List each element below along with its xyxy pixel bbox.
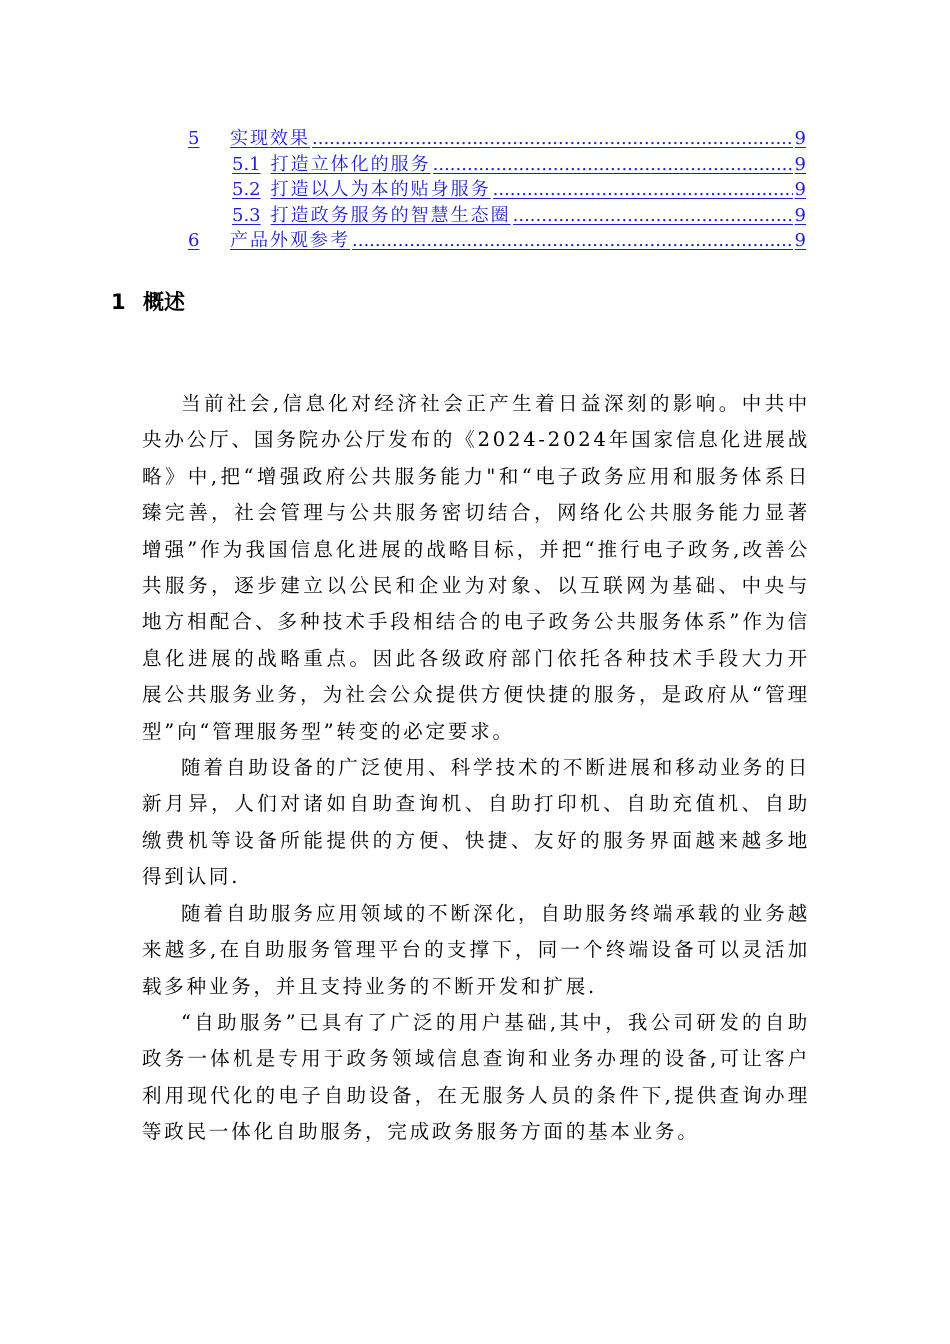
toc-leader-dots <box>352 230 793 251</box>
section-number: 1 <box>111 290 126 314</box>
toc-leader-dots <box>513 205 793 226</box>
paragraph-2: 随着自助设备的广泛使用、科学技术的不断进展和移动业务的日新月异，人们对诸如自助查询机、自助打印机、自助充值机、自助缴费机等设备所能提供的方便、快捷、友好的服务界面越来越多地得到认同. <box>142 756 810 889</box>
toc-title: 打造立体化的服务 <box>270 153 431 175</box>
paragraph-3: 随着自助服务应用领域的不断深化，自助服务终端承载的业务越来越多,在自助服务管理平台的支撑下，同一个终端设备可以灵活加载多种业务，并且支持业务的不断开发和扩展. <box>142 901 810 998</box>
toc-page-number: 9 <box>794 204 806 226</box>
toc-number: 5 <box>188 128 200 149</box>
toc-title: 实现效果 <box>230 128 310 149</box>
toc-entry-5-2[interactable] <box>188 175 806 201</box>
toc-page-number: 9 <box>794 128 806 149</box>
paragraph-1: 当前社会,信息化对经济社会正产生着日益深刻的影响。中共中央办公厅、国务院办公厅发布的《2024-2024年国家信息化进展战略》中,把“增强政府公共服务能力"和“电子政务应用和服务体系日臻完善，社会管理与公共服务密切结合，网络化公共服务能力显著增强”作为我国信息化进展的战略目标，并把“推行电子政务,改善公共服务，逐步建立以公民和企业为对象、以互联网为基础、中央与地方相配合、多种技术手段相结合的电子政务公共服务体系”作为信息化进展的战略重点。因此各级政府部门依托各种技术手段大力开展公共服务业务，为社会公众提供方便快捷的服务，是政府从“管理型”向“管理服务型”转变的必定要求。 <box>142 392 810 743</box>
toc-number: 5.2 <box>232 179 261 200</box>
toc-page-number: 9 <box>794 230 806 251</box>
toc-leader-dots <box>493 179 793 200</box>
toc-entry-5[interactable] <box>188 124 806 150</box>
toc-leader-dots <box>433 154 793 175</box>
toc-entry-6[interactable] <box>188 226 806 252</box>
toc-number: 5.3 <box>232 204 261 226</box>
section-body <box>142 386 810 1151</box>
toc-page-number: 9 <box>794 153 806 175</box>
toc-title: 打造以人为本的贴身服务 <box>270 179 491 200</box>
section-title: 概述 <box>143 290 185 314</box>
paragraph-4: “自助服务”已具有了广泛的用户基础,其中，我公司研发的自助政务一体机是专用于政务领域信息查询和业务办理的设备,可让客户利用现代化的电子自助设备，在无服务人员的条件下,提供查询办理等政民一体化自助服务，完成政务服务方面的基本业务。 <box>142 1010 810 1144</box>
toc-title: 打造政务服务的智慧生态圈 <box>270 204 511 226</box>
toc-entry-5-1[interactable] <box>188 150 806 176</box>
section-heading <box>111 286 185 316</box>
toc-page-number: 9 <box>794 179 806 200</box>
table-of-contents <box>188 124 806 252</box>
toc-title: 产品外观参考 <box>230 230 350 251</box>
toc-number: 6 <box>188 230 200 251</box>
toc-number: 5.1 <box>232 153 261 175</box>
toc-leader-dots <box>312 128 793 149</box>
toc-entry-5-3[interactable] <box>188 201 806 227</box>
